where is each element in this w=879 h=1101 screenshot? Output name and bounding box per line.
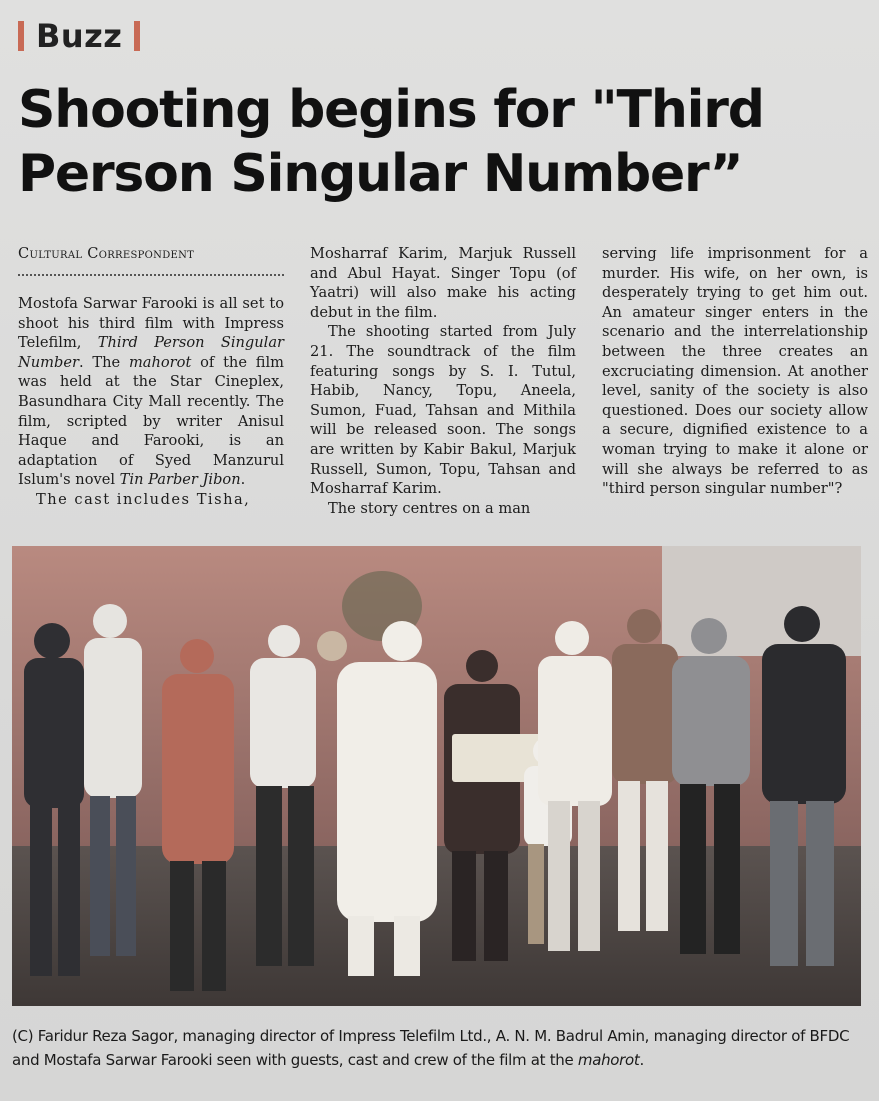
section-bar-left	[18, 21, 24, 51]
novel-title: Tin Parber Jibon	[119, 471, 241, 489]
byline-divider	[18, 274, 284, 276]
headline	[18, 78, 868, 206]
paragraph	[18, 294, 284, 490]
text-run: Mostofa Sarwar Farooki is all set to shoot his third film with Impress Telefilm,	[18, 295, 284, 352]
term-mahorot: mahorot	[128, 353, 192, 371]
text-run: . The	[78, 353, 129, 371]
section-bar-right	[134, 21, 140, 51]
caption-end: .	[639, 1051, 644, 1069]
paragraph: The story centres on a man	[328, 499, 531, 517]
event-photo-illustration	[12, 546, 861, 1006]
paragraph: Mosharraf Karim, Marjuk Russell and Abul Hayat. Singer Topu (of Yaatri) will also make his acting debut in the film.	[310, 245, 576, 321]
section-header	[18, 14, 140, 58]
film-title: Third Person Singular Number	[18, 334, 285, 371]
photo-caption	[12, 1024, 868, 1072]
event-photo	[12, 546, 861, 1006]
text-run: .	[240, 471, 246, 489]
caption-italic: mahorot	[577, 1051, 640, 1069]
paragraph: serving life imprisonment for a murder. His wife, on her own, is desperately trying to get him out. An amateur singer enters in the scenario and the interrelationship between the three creates an excruciating dimension. At another level, sanity of the society is also questioned. Does our society allow a secure, dignified existence to a woman trying to make it alone or will she always be referred to as "third person singular number"?	[602, 245, 868, 498]
paragraph: The shooting started from July 21. The soundtrack of the film featuring songs by S. I. Tutul, Habib, Nancy, Topu, Aneela, Sumon, Fuad, Tahsan and Mithila will be released soon. The songs are written by Kabir Bakul, Marjuk Russell, Sumon, Topu, Tahsan and Mosharraf Karim.	[310, 323, 576, 498]
paragraph: The cast includes Tisha,	[36, 490, 251, 508]
section-label: Buzz	[36, 17, 123, 55]
article-column-2	[310, 244, 576, 518]
article-column-1	[18, 244, 284, 510]
headline-line-1: Shooting begins for "Third	[18, 80, 764, 140]
byline: Cultural Correspondent	[18, 245, 195, 262]
caption-text: (C) Faridur Reza Sagor, managing director of Impress Telefilm Ltd., A. N. M. Badrul Amin, managing director of BFDC and Mostafa Sarwar Farooki seen with guests, cast and crew of the film at the	[12, 1027, 850, 1069]
text-run: of the film was held at the Star Cineplex, Basundhara City Mall recently. The film, scripted by writer Anisul Haque and Farooki, is an adaptation of Syed Manzurul Islum's novel	[18, 353, 284, 489]
headline-line-2: Person Singular Number”	[18, 144, 743, 204]
article-column-3	[602, 244, 868, 499]
